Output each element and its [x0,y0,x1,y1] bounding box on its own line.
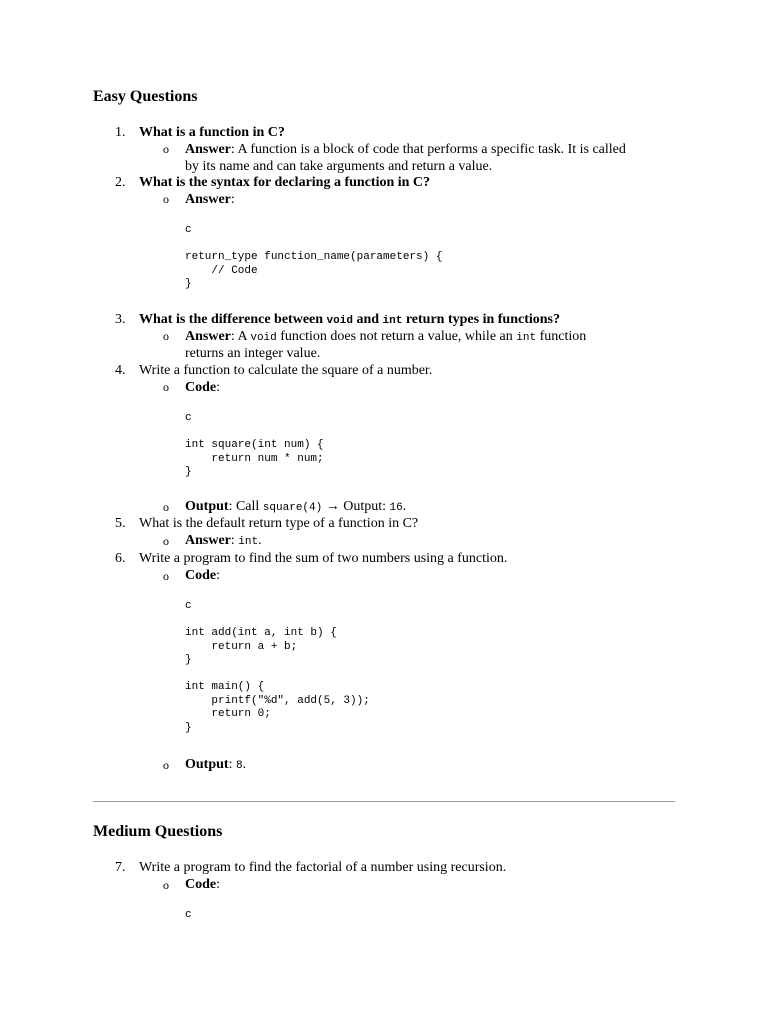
output-label: Output [185,499,229,514]
output-end: . [242,757,247,772]
bullet-icon: o [163,878,169,892]
question-text-part: return types in functions? [402,312,560,327]
answer-colon: : [230,192,235,207]
inline-code: void [250,332,277,344]
answer-text-part: function does not return a value, while an [276,329,517,344]
output-value: 16 [389,502,403,514]
question-number: 5. [115,516,126,531]
code-heading [185,876,220,893]
answer-text: : A function is a block of code that performs a specific task. It is called [230,142,626,157]
question-text-part: and [352,312,383,327]
question-number: 2. [115,175,126,190]
code-colon: : [216,877,221,892]
output-colon: : [228,757,236,772]
bullet-icon: o [163,192,169,206]
question-text-part: What is the difference between [139,312,327,327]
question-text: What is the syntax for declaring a function in C? [139,175,431,190]
bullet-icon: o [163,534,169,548]
code-block: return_type function_name(parameters) { // Code } [185,251,443,290]
question-text: Write a program to find the sum of two numbers using a function. [139,551,508,566]
code-block: int add(int a, int b) { return a + b; } int main() { printf("%d", add(5, 3)); return 0; } [185,627,370,734]
code-colon: : [216,568,221,583]
bullet-icon: o [163,500,169,514]
code-language-label: c [185,600,192,612]
code-heading [185,567,220,584]
answer-colon: : [230,533,239,548]
code-label: Code [185,568,217,583]
answer-label: Answer [185,142,231,157]
output-end: . [402,499,407,514]
question-text: What is the default return type of a function in C? [139,516,419,531]
output-value: 8 [235,760,243,772]
code-label: Code [185,380,217,395]
inline-code: square(4) [262,502,323,514]
inline-code: void [326,315,353,327]
answer-text-part: : A [230,329,251,344]
section-heading-easy: Easy Questions [93,88,198,105]
answer-end: . [258,533,262,548]
answer-label: Answer [185,533,231,548]
output-label: Output [185,757,229,772]
code-heading [185,379,220,396]
question-text: Write a function to calculate the square of a number. [139,363,433,378]
output-text: : Call [228,499,263,514]
code-language-label: c [185,224,192,236]
question-number: 6. [115,551,126,566]
bullet-icon: o [163,569,169,583]
answer-text-line2: by its name and can take arguments and return a value. [185,159,493,174]
inline-code: int [516,332,537,344]
output [185,756,246,775]
code-colon: : [216,380,221,395]
question-number: 3. [115,312,126,327]
bullet-icon: o [163,758,169,772]
inline-code: int [238,536,259,548]
question-text: Write a program to find the factorial of a number using recursion. [139,860,507,875]
code-block: int square(int num) { return num * num; } [185,439,324,478]
answer [185,191,235,208]
answer [185,141,626,158]
bullet-icon: o [163,142,169,156]
section-divider [93,801,675,802]
question-number: 7. [115,860,126,875]
bullet-icon: o [163,329,169,343]
code-language-label: c [185,412,192,424]
answer-label: Answer [185,329,231,344]
question-number: 4. [115,363,126,378]
answer-text-line2: returns an integer value. [185,346,321,361]
inline-code: int [382,315,403,327]
code-language-label: c [185,909,192,921]
code-label: Code [185,877,217,892]
output-text: → Output: [322,499,390,514]
question-text: What is a function in C? [139,125,285,140]
section-heading-medium: Medium Questions [93,823,223,840]
answer [185,532,262,551]
answer-label: Answer [185,192,231,207]
bullet-icon: o [163,380,169,394]
answer-text-part: function [536,329,587,344]
question-number: 1. [115,125,126,140]
